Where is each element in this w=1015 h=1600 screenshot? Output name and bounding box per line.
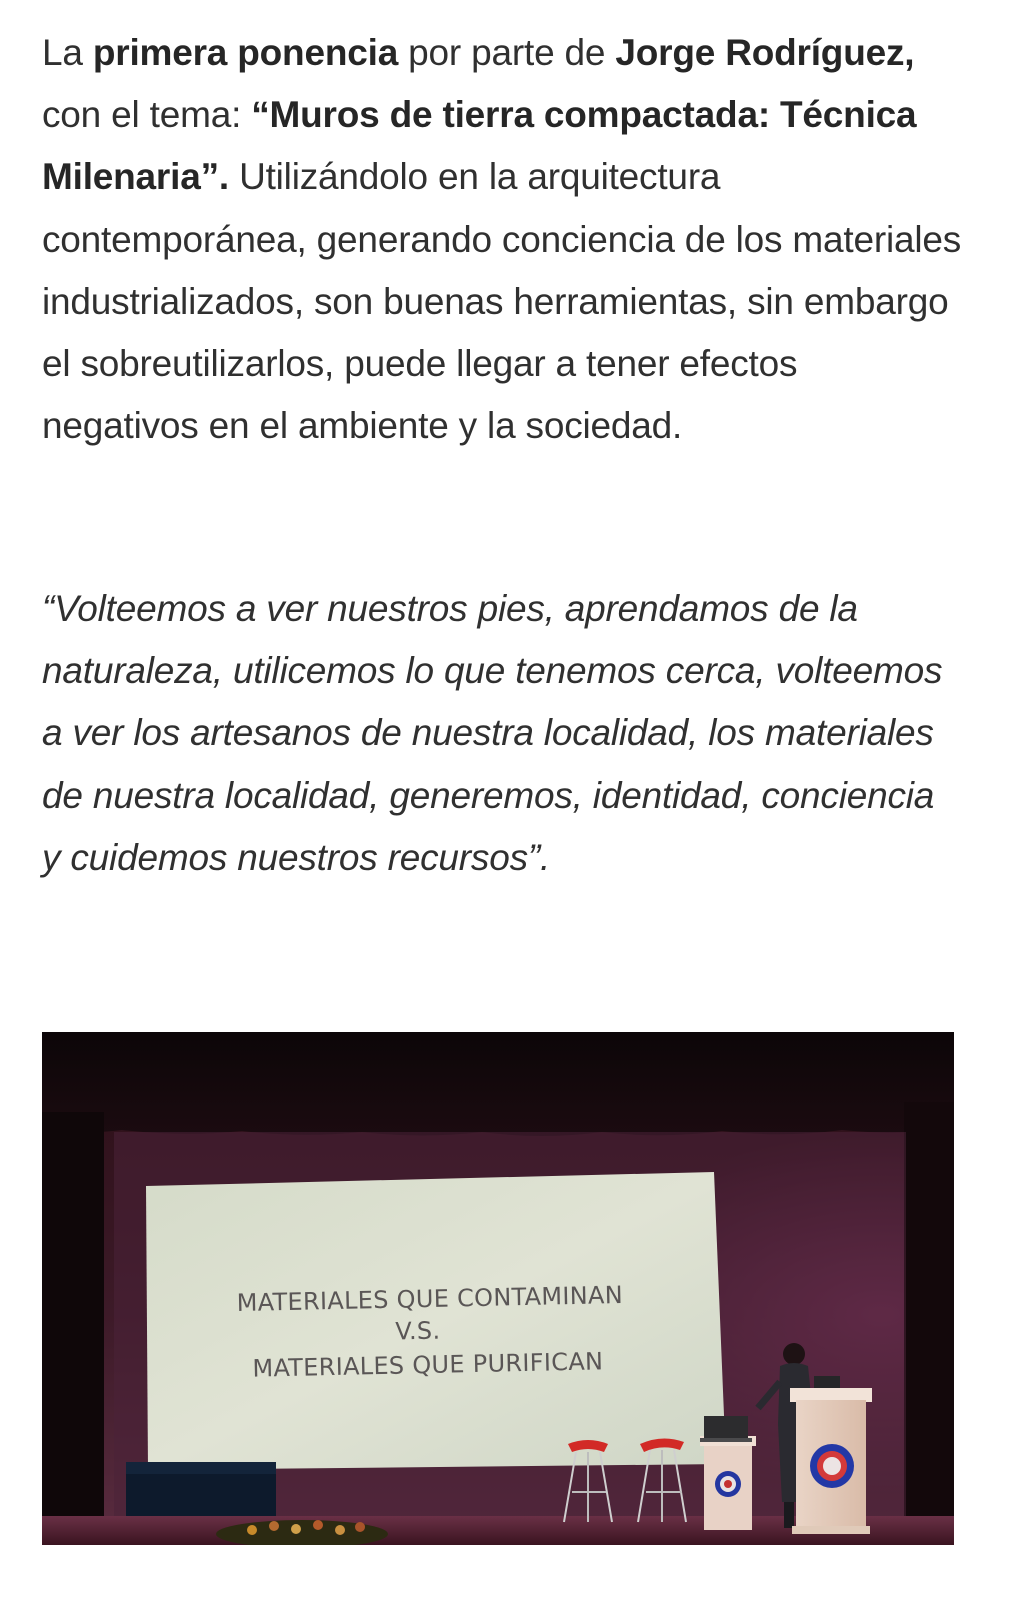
paragraph-text: Utilizándolo en la arquitectura contemporánea, generando conciencia de los materiales industrializados, son buenas herramientas, sin embargo el sobreutilizarlos, puede llegar a tener efectos negativos en el ambiente y la sociedad. (42, 156, 962, 447)
laptop-icon (700, 1416, 752, 1442)
bold-first-talk: primera ponencia (92, 32, 399, 73)
bold-talk-title: “Muros de tierra compactada: Técnica Milenaria”. (42, 94, 917, 198)
speaker-quote: “Volteemos a ver nuestros pies, aprendamos de la naturaleza, utilicemos lo que tenemos cerca, volteemos a ver los artesanos de nuestra localidad, los materiales de nuestra localidad, generemos, identidad, conciencia y cuidemos nuestros recursos”. (42, 588, 943, 878)
slide-line-1: MATERIALES QUE CONTAMINAN (236, 1280, 624, 1318)
left-curtain (42, 1112, 104, 1545)
slide-line-3: MATERIALES QUE PURIFICAN (252, 1347, 604, 1383)
first-talk-paragraph (42, 22, 962, 457)
bold-speaker-name: Jorge Rodríguez, (615, 32, 915, 73)
right-curtain (904, 1102, 954, 1545)
paragraph-text: La (42, 32, 93, 73)
main-podium (790, 1376, 872, 1534)
slide-line-2: V.S. (395, 1316, 441, 1346)
paragraph-text: con el tema: (42, 94, 252, 136)
stage-couch (126, 1470, 276, 1516)
conference-photo (42, 1032, 954, 1545)
stage-valance (42, 1032, 954, 1136)
small-lectern (700, 1436, 756, 1530)
article-body (42, 22, 962, 878)
paragraph-text: por parte de (398, 32, 616, 73)
